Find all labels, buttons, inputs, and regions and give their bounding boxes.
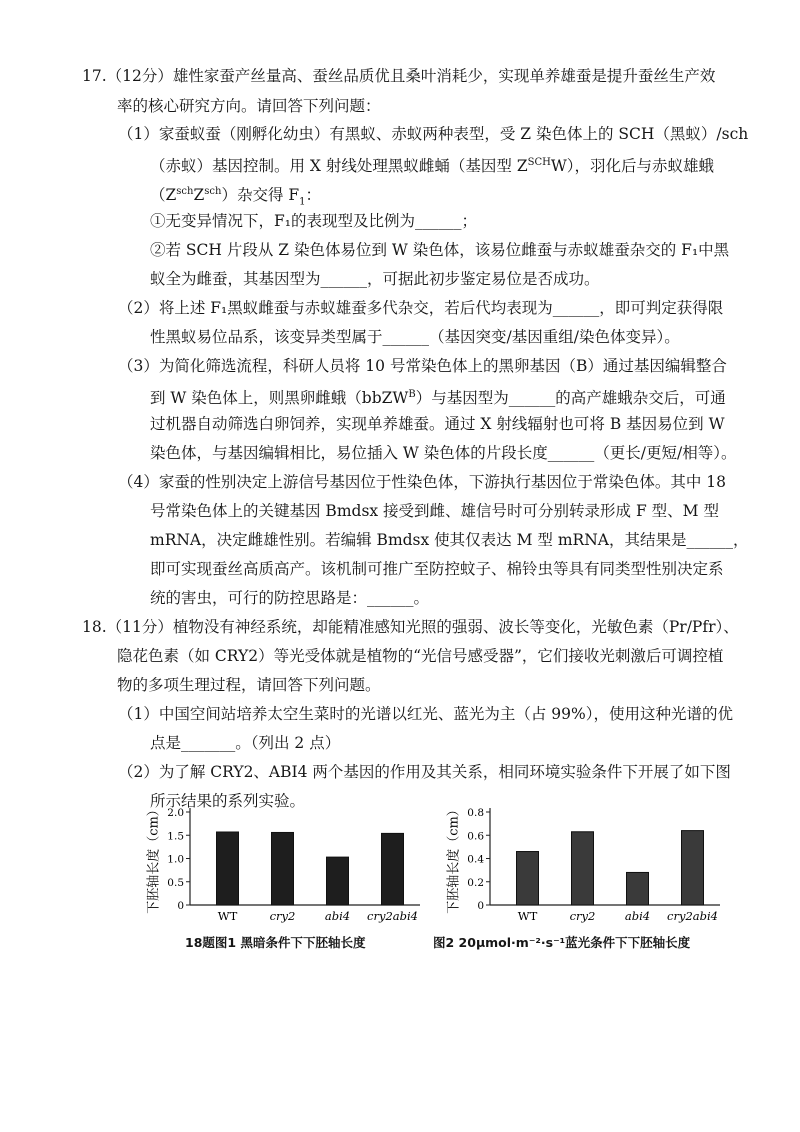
bar-WT [517, 852, 539, 905]
y-axis-label: 下胚轴长度（cm） [446, 803, 462, 914]
q18-line-7: 所示结果的系列实验。 [150, 792, 306, 810]
bar-cry2abi4 [382, 833, 404, 905]
q17-line-9: （2）将上述 F₁黑蚁雌蚕与赤蚁雄蚕多代杂交，若后代均表现为______，即可判定获得限 [118, 299, 724, 317]
y-tick-label: 0.2 [467, 876, 484, 889]
bar-abi4 [627, 872, 649, 905]
q17-line-3: （1）家蚕蚁蚕（刚孵化幼虫）有黑蚁、赤蚁两种表型，受 Z 染色体上的 SCH（黑蚁）/sch [118, 125, 749, 143]
q18-line-5: 点是_______。（列出 2 点） [150, 734, 341, 752]
q17-line-15: （4）家蚕的性别决定上游信号基因位于性染色体，下游执行基因位于常染色体。其中 18 [118, 473, 727, 491]
x-tick-label: cry2 [269, 909, 296, 923]
q18-line-3: 物的多项生理过程，请回答下列问题。 [117, 676, 381, 694]
x-tick-label: abi4 [324, 909, 351, 923]
figure-2-bar-chart [440, 800, 730, 935]
y-tick-label: 0.4 [467, 853, 484, 866]
q17-line-1: 17.（12分）雄性家蚕产丝量高、蚕丝品质优且桑叶消耗少，实现单养雄蚕是提升蚕丝生产效 [82, 67, 716, 85]
y-tick-label: 1.5 [167, 830, 184, 843]
y-tick-label: 0.5 [167, 876, 184, 889]
y-tick-label: 1.0 [167, 853, 184, 866]
bar-cry2abi4 [682, 831, 704, 905]
bar-abi4 [327, 857, 349, 905]
bar-WT [217, 832, 239, 905]
x-tick-label: WT [217, 909, 238, 923]
q18-line-2: 隐花色素（如 CRY2）等光受体就是植物的“光信号感受器”，它们接收光刺激后可调控植 [117, 647, 724, 665]
x-tick-label: abi4 [624, 909, 651, 923]
y-tick-label: 2.0 [167, 807, 184, 819]
x-tick-label: WT [517, 909, 538, 923]
x-tick-label: cry2 [569, 909, 596, 923]
q18-line-4: （1）中国空间站培养太空生菜时的光谱以红光、蓝光为主（占 99%），使用这种光谱的优 [118, 705, 733, 723]
y-axis-label: 下胚轴长度（cm） [146, 803, 162, 914]
q17-line-18: 即可实现蚕丝高质高产。该机制可推广至防控蚊子、棉铃虫等具有同类型性别决定系 [150, 560, 724, 578]
figure-2-caption: 图2 20μmol·m⁻²·s⁻¹蓝光条件下下胚轴长度 [433, 935, 691, 950]
bar-cry2 [272, 832, 294, 905]
q17-line-17: mRNA，决定雌雄性别。若编辑 Bmdsx 使其仅表达 M 型 mRNA，其结果是______， [150, 531, 749, 549]
q17-line-6: ①无变异情况下，F₁的表现型及比例为______； [150, 212, 477, 230]
q17-line-19: 统的害虫，可行的防控思路是：______。 [150, 589, 430, 607]
q17-line-7: ②若 SCH 片段从 Z 染色体易位到 W 染色体，该易位雌蚕与赤蚁雄蚕杂交的 F₁中黑 [150, 241, 730, 259]
q17-line-5: $(Z^{sch}Z^{sch})$杂交得 $F_1$： [150, 186, 322, 208]
q18-line-6: （2）为了解 CRY2、ABI4 两个基因的作用及其关系，相同环境实验条件下开展了如下图 [118, 763, 731, 781]
x-tick-label: cry2abi4 [367, 909, 418, 923]
q17-line-16: 号常染色体上的关键基因 Bmdsx 接受到雌、雄信号时可分别转录形成 F 型、M 型 [150, 502, 719, 520]
q17-line-12: 到 W 染色体上，则黑卵雌蛾（bbZW$^B$）与基因型为______的高产雄蛾杂交后，可通 [150, 389, 726, 408]
q17-line-2: 率的核心研究方向。请回答下列问题： [117, 97, 381, 115]
x-tick-label: cry2abi4 [667, 909, 718, 923]
y-tick-label: 0.8 [467, 807, 484, 819]
q17-line-13: 过机器自动筛选白卵饲养，实现单养雄蚕。通过 X 射线辐射也可将 B 基因易位到 W [150, 415, 725, 433]
q17-line-10: 性黑蚁易位品系，该变异类型属于______（基因突变/基因重组/染色体变异）。 [150, 328, 680, 346]
q17-line-14: 染色体，与基因编辑相比，易位插入 W 染色体的片段长度______（更长/更短/相等）。 [150, 444, 737, 462]
y-tick-label: 0 [477, 900, 484, 912]
figure-1-bar-chart [140, 800, 430, 935]
y-tick-label: 0.6 [467, 830, 484, 843]
y-tick-label: 0 [177, 900, 184, 912]
bar-cry2 [572, 832, 594, 905]
q18-line-1: 18.（11分）植物没有神经系统，却能精准感知光照的强弱、波长等变化，光敏色素（Pr/Pfr）、 [82, 618, 739, 636]
figure-1-caption: 18题图1 黑暗条件下下胚轴长度 [185, 935, 366, 950]
q17-line-11: （3）为简化筛选流程，科研人员将 10 号常染色体上的黑卵基因（B）通过基因编辑整合 [118, 357, 727, 375]
q17-line-8: 蚁全为雌蚕，其基因型为______，可据此初步鉴定易位是否成功。 [150, 270, 600, 288]
q17-line-4: （赤蚁）基因控制。用 X 射线处理黑蚁雌蛹（基因型 $Z^{SCH}W$），羽化后与赤蚁雄蛾 [150, 157, 715, 176]
